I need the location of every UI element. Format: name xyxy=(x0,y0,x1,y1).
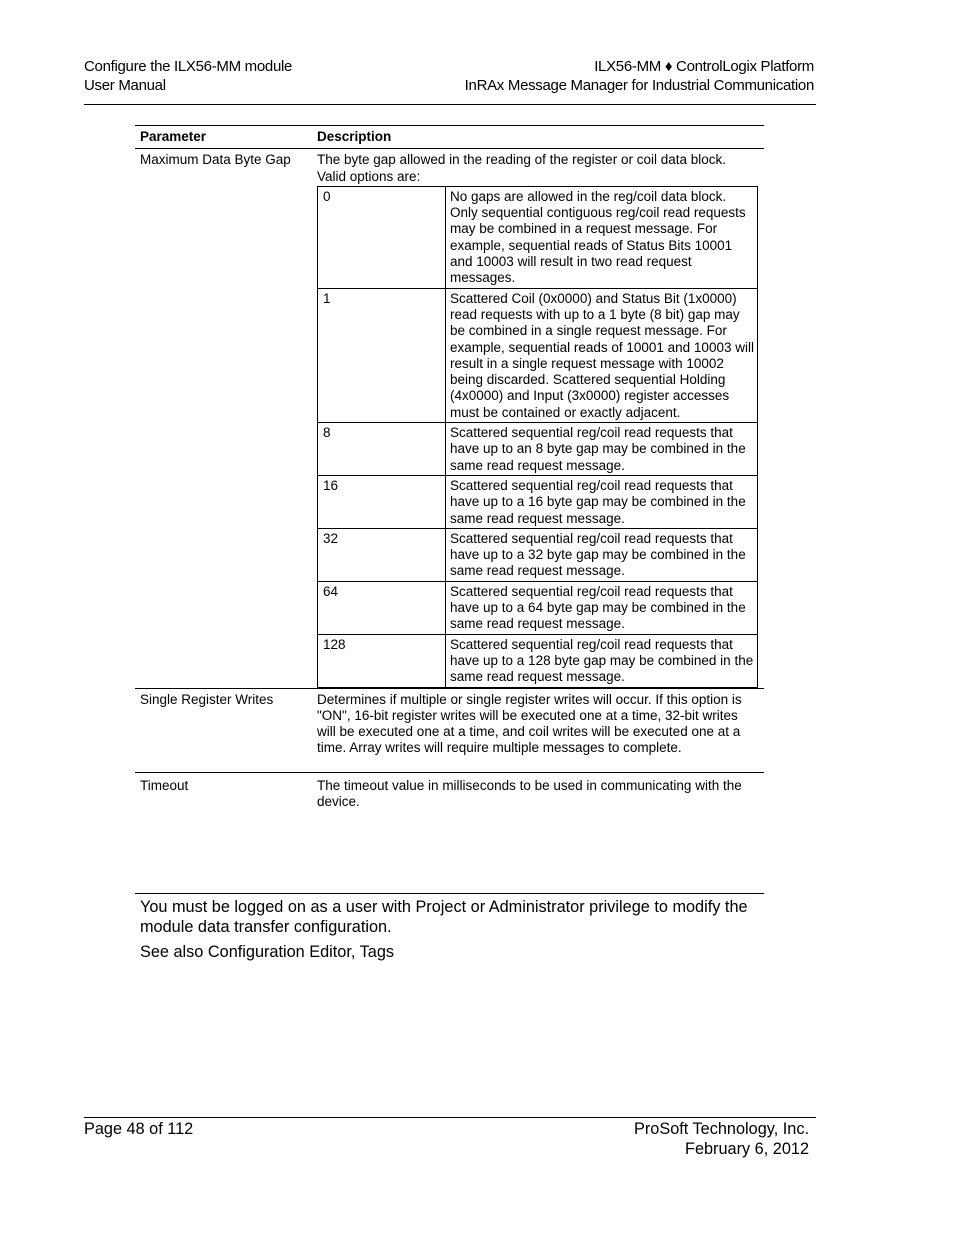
description-text: The byte gap allowed in the reading of the register or coil data block. Valid options are: xyxy=(317,152,726,184)
option-value: 1 xyxy=(318,288,446,422)
option-description: Scattered sequential reg/coil read requests that have up to a 128 byte gap may be combined in the same read request message. xyxy=(446,634,758,687)
option-row xyxy=(318,186,758,288)
option-description: No gaps are allowed in the reg/coil data block. Only sequential contiguous reg/coil read requests may be combined in a request message. For example, sequential reads of Status Bits 10001 and 10003 will result in two read request messages. xyxy=(446,186,758,288)
option-description: Scattered sequential reg/coil read requests that have up to a 64 byte gap may be combined in the same read request message. xyxy=(446,581,758,634)
option-row xyxy=(318,581,758,634)
option-description: Scattered sequential reg/coil read requests that have up to a 16 byte gap may be combined in the same read request message. xyxy=(446,475,758,528)
header-divider xyxy=(84,104,816,105)
option-value: 32 xyxy=(318,528,446,581)
column-header-parameter: Parameter xyxy=(135,126,311,149)
table-row xyxy=(135,149,764,688)
product-description: InRAx Message Manager for Industrial Communication xyxy=(464,77,814,94)
privilege-note: You must be logged on as a user with Project or Administrator privilege to modify the module data transfer configuration. xyxy=(140,898,748,936)
option-description: Scattered Coil (0x0000) and Status Bit (1x0000) read requests with up to a 1 byte (8 bit) gap may be combined in a single request message. For example, sequential reads of 10001 and 10003 will result in a single request message with 10002 being discarded. Scattered sequential Holding (4x0000) and Input (3x0000) register accesses must be contained or exactly adjacent. xyxy=(446,288,758,422)
product-platform: ILX56-MM ♦ ControlLogix Platform xyxy=(594,58,814,75)
option-row xyxy=(318,423,758,476)
parameter-name: Timeout xyxy=(135,772,311,828)
page-number: Page 48 of 112 xyxy=(84,1120,194,1138)
option-value: 8 xyxy=(318,423,446,476)
page-header-left xyxy=(84,57,292,95)
footer-divider xyxy=(84,1117,816,1118)
page-header-right xyxy=(465,57,814,95)
option-description: Scattered sequential reg/coil read requests that have up to a 32 byte gap may be combined in the same read request message. xyxy=(446,528,758,581)
parameter-description: Determines if multiple or single register writes will occur. If this option is "ON", 16-bit register writes will be executed one at a time, 32-bit writes will be executed one at a time, and coil writes will be executed one at a time. Array writes will require multiple messages to complete. xyxy=(311,688,764,772)
table-row xyxy=(135,688,764,772)
option-value: 64 xyxy=(318,581,446,634)
chapter-title: Configure the ILX56-MM module xyxy=(84,58,293,75)
publication-date: February 6, 2012 xyxy=(685,1140,809,1158)
option-row xyxy=(318,528,758,581)
column-header-description: Description xyxy=(311,126,764,149)
table-header-row xyxy=(135,126,764,149)
option-value: 16 xyxy=(318,475,446,528)
parameter-table xyxy=(135,125,764,828)
option-row xyxy=(318,288,758,422)
parameter-description: The timeout value in milliseconds to be used in communicating with the device. xyxy=(311,772,764,828)
parameter-name: Single Register Writes xyxy=(135,688,311,772)
parameter-name: Maximum Data Byte Gap xyxy=(140,152,291,168)
option-value: 0 xyxy=(318,186,446,288)
section-divider xyxy=(135,893,764,894)
option-value: 128 xyxy=(318,634,446,687)
option-row xyxy=(318,634,758,687)
option-description: Scattered sequential reg/coil read requests that have up to an 8 byte gap may be combined in the same read request message. xyxy=(446,423,758,476)
option-row xyxy=(318,475,758,528)
page-footer-right xyxy=(634,1119,809,1159)
options-table xyxy=(317,186,758,688)
parameter-description xyxy=(311,149,764,688)
manual-type: User Manual xyxy=(84,77,166,94)
see-also-note: See also Configuration Editor, Tags xyxy=(140,943,395,961)
table-row xyxy=(135,772,764,828)
company-name: ProSoft Technology, Inc. xyxy=(634,1120,809,1138)
